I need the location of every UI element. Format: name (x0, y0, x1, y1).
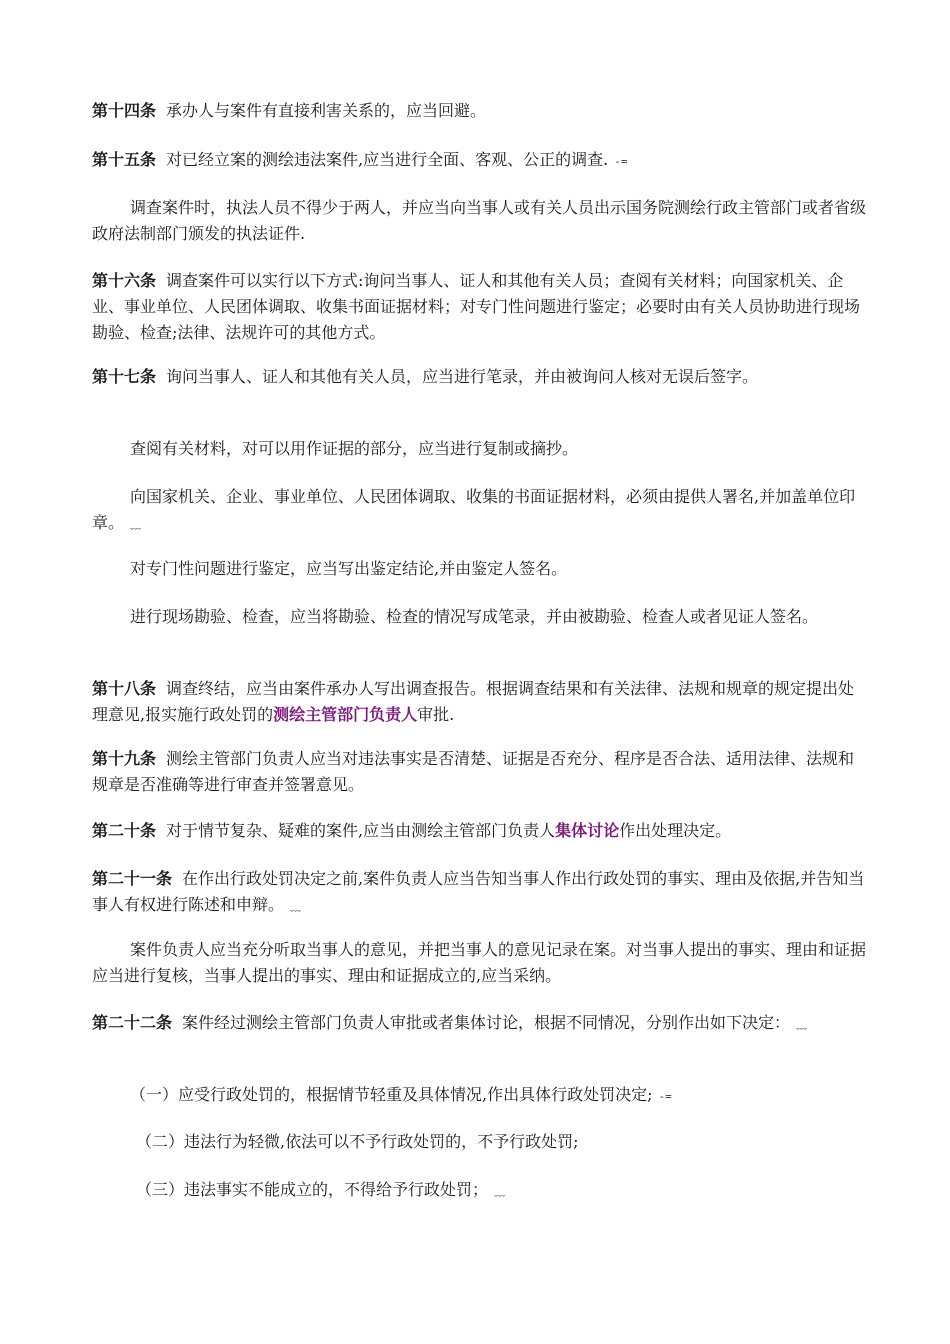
paragraph-text: 询问当事人、证人和其他有关人员，应当进行笔录，并由被询问人核对无误后签字。 (166, 367, 759, 386)
article-number: 第二十条 (92, 821, 157, 840)
paragraph-article-17 (92, 364, 867, 390)
article-number: 第十四条 (92, 101, 157, 120)
paragraph-article-14 (92, 98, 867, 124)
paragraph-text: 承办人与案件有直接利害关系的，应当回避。 (166, 101, 487, 120)
paragraph-text: 对已经立案的测绘违法案件,应当进行全面、客观、公正的调查. (166, 150, 609, 169)
paragraph-text: 审批. (417, 705, 455, 724)
paragraph-hearing (92, 937, 867, 989)
paragraph-text: 调查终结，应当由案件承办人写出调查报告。根据调查结果和有关法律、法规和规章的规定提出处理意见,报实施行政处罚的 (92, 679, 855, 724)
paragraph-site-inspection (92, 604, 867, 630)
paragraph-article-22 (92, 1010, 867, 1038)
paragraph-review-materials (92, 436, 867, 462)
paragraph-text: 进行现场勘验、检查，应当将勘验、检查的情况写成笔录，并由被勘验、检查人或者见证人签名。 (130, 607, 819, 626)
paragraph-article-20 (92, 818, 867, 844)
paragraph-text: 对于情节复杂、疑难的案件,应当由测绘主管部门负责人 (166, 821, 556, 840)
list-item-decision-3 (136, 1177, 867, 1205)
format-mark: ﹏ (130, 518, 142, 531)
article-number: 第十九条 (92, 749, 157, 768)
highlighted-term: 集体讨论 (555, 821, 620, 840)
list-item-text: （一）应受行政处罚的，根据情节轻重及具体情况,作出具体行政处罚决定; (130, 1085, 653, 1104)
list-item-text: （二）违法行为轻微,依法可以不予行政处罚的，不予行政处罚; (136, 1132, 579, 1151)
article-number: 第十七条 (92, 367, 157, 386)
paragraph-text: 调查案件时，执法人员不得少于两人，并应当向当事人或有关人员出示国务院测绘行政主管部门或者省级政府法制部门颁发的执法证件. (92, 198, 867, 243)
paragraph-article-16 (92, 268, 867, 346)
article-number: 第二十二条 (92, 1013, 173, 1032)
paragraph-text: 案件负责人应当充分听取当事人的意见，并把当事人的意见记录在案。对当事人提出的事实、理由和证据应当进行复核，当事人提出的事实、理由和证据成立的,应当采纳。 (92, 940, 867, 985)
paragraph-investigation (92, 195, 867, 247)
paragraph-article-19 (92, 746, 867, 798)
paragraph-text: 对专门性问题进行鉴定，应当写出鉴定结论,并由鉴定人签名。 (130, 559, 568, 578)
paragraph-text: 作出处理决定。 (619, 821, 732, 840)
article-number: 第十八条 (92, 679, 157, 698)
format-mark: -= (658, 1090, 672, 1103)
paragraph-text: 调查案件可以实行以下方式:询问当事人、证人和其他有关人员；查阅有关材料；向国家机关、企业、事业单位、人民团体调取、收集书面证据材料；对专门性问题进行鉴定；必要时由有关人员协助进行现场勘验、检查;法律、法规许可的其他方式。 (92, 271, 861, 342)
paragraph-text: 向国家机关、企业、事业单位、人民团体调取、收集的书面证据材料，必须由提供人署名,并加盖单位印章。 (92, 487, 856, 532)
paragraph-article-15 (92, 147, 867, 175)
paragraph-article-18 (92, 676, 867, 728)
highlighted-term: 测绘主管部门负责人 (273, 705, 418, 724)
paragraph-article-21 (92, 866, 867, 920)
format-mark: ﹏ (796, 1018, 808, 1031)
paragraph-appraisal (92, 556, 867, 582)
paragraph-text: 查阅有关材料，对可以用作证据的部分，应当进行复制或摘抄。 (130, 439, 579, 458)
article-number: 第十六条 (92, 271, 157, 290)
list-item-decision-2 (136, 1129, 867, 1155)
paragraph-written-evidence (92, 484, 867, 538)
article-number: 第十五条 (92, 150, 157, 169)
format-mark: -= (614, 155, 628, 168)
paragraph-text: 在作出行政处罚决定之前,案件负责人应当告知当事人作出行政处罚的事实、理由及依据,并告知当事人有权进行陈述和申辩。 (92, 869, 865, 914)
article-number: 第二十一条 (92, 869, 173, 888)
paragraph-text: 测绘主管部门负责人应当对违法事实是否清楚、证据是否充分、程序是否合法、适用法律、法规和规章是否准确等进行审查并签署意见。 (92, 749, 855, 794)
paragraph-text: 案件经过测绘主管部门负责人审批或者集体讨论，根据不同情况，分别作出如下决定： (182, 1013, 791, 1032)
list-item-text: （三）违法事实不能成立的，不得给予行政处罚； (136, 1180, 489, 1199)
format-mark: ﹏ (290, 900, 302, 913)
format-mark: ﹏ (494, 1185, 506, 1198)
list-item-decision-1 (130, 1082, 867, 1110)
